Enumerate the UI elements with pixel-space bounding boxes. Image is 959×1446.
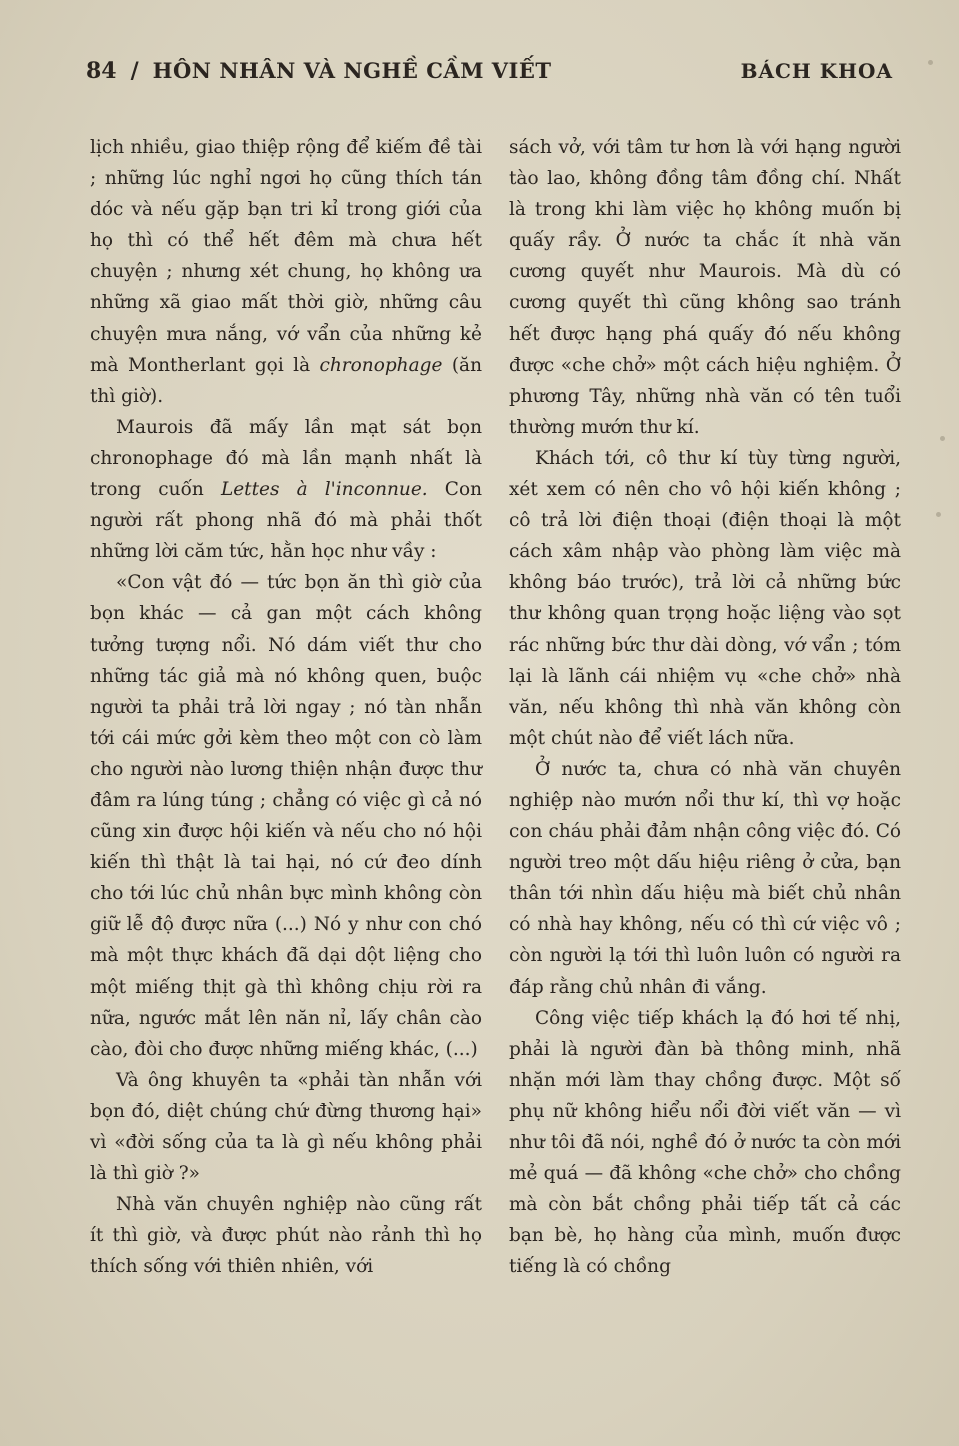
left-p1-end: (ăn thì giờ).	[90, 354, 483, 407]
left-p2-italic: Lettes à l'inconnue.	[220, 479, 428, 501]
speck-mark	[936, 512, 941, 517]
magazine-name: BÁCH KHOA	[740, 59, 893, 83]
running-title: HÔN NHÂN VÀ NGHỀ CẦM VIẾT	[152, 58, 552, 83]
page-number: 84	[86, 58, 117, 84]
right-paragraph-4: Công việc tiếp khách lạ đó hơi tế nhị, phải là người đàn bà thông minh, nhã nhặn mới làm thay chồng được. Một số phụ nữ không hiểu nổi đời viết văn — vì như tôi đã nói, nghề đó ở nước ta còn mới mẻ quá — đã không «che chở» cho chồng mà còn bắt chồng phải tiếp tất cả các bạn bè, họ hàng của mình, muốn được tiếng là có chồng	[509, 1007, 901, 1278]
left-p2-end: Con người rất phong nhã đó mà phải thốt những lời căm tức, hằn học như vầy :	[90, 479, 483, 563]
left-p1-italic: chronophage	[319, 354, 443, 376]
right-paragraph-3: Ở nước ta, chưa có nhà văn chuyên nghiệp nào mướn nổi thư kí, thì vợ hoặc con cháu phải đảm nhận công việc đó. Có người treo một dấu hiệu riêng ở cửa, bạn thân tới nhìn dấu hiệu mà biết chủ nhân có nhà hay không, nếu có thì cứ việc vô ; còn người lạ tới thì luôn luôn có người ra đáp rằng chủ nhân đi vắng.	[509, 758, 901, 998]
header-separator: /	[130, 58, 139, 84]
right-paragraph-1: sách vở, với tâm tư hơn là với hạng người tào lao, không đồng tâm đồng chí. Nhất là trong khi làm việc họ không muốn bị quấy rầy. Ở nước ta chắc ít nhà văn cương quyết như Maurois. Mà dù có cương quyết thì cũng không sao tránh hết được hạng phá quấy đó nếu không được «che chở» một cách hiệu nghiệm. Ở phương Tây, những nhà văn có tên tuổi thường mướn thư kí.	[509, 137, 901, 438]
right-paragraph-2: Khách tới, cô thư kí tùy từng người, xét xem có nên cho vô hội kiến không ; cô trả lời điện thoại (điện thoại là một cách xâm nhập vào phòng làm việc mà không báo trước), trả lời cả những bức thư không quan trọng hoặc liệng vào sọt rác những bức thư dài dòng, vớ vẩn ; tóm lại là lãnh cái nhiệm vụ «che chở» nhà văn, nếu không thì nhà văn không còn một chút nào để viết lách nữa.	[509, 447, 901, 749]
left-paragraph-4: Và ông khuyên ta «phải tàn nhẫn với bọn đó, diệt chúng chứ đừng thương hại» vì «đời sống của ta là gì nếu không phải là thì giờ ?»	[90, 1069, 482, 1185]
left-paragraph-2	[90, 412, 482, 567]
header-left	[86, 58, 552, 84]
page-header	[86, 58, 893, 98]
right-column	[509, 132, 901, 1282]
left-paragraph-5: Nhà văn chuyên nghiệp nào cũng rất ít thì giờ, và được phút nào rảnh thì họ thích sống với thiên nhiên, với	[90, 1194, 482, 1278]
speck-mark	[928, 60, 933, 65]
left-p2-text: Maurois đã mấy lần mạt sát bọn chronophage đó mà lần mạnh nhất là trong cuốn	[90, 416, 482, 501]
left-column	[90, 132, 482, 1282]
left-paragraph-1	[90, 132, 482, 412]
left-paragraph-3: «Con vật đó — tức bọn ăn thì giờ của bọn khác — cả gan một cách không tưởng tượng nổi. Nó dám viết thư cho những tác giả mà nó không quen, buộc người ta phải trả lời ngay ; nó tàn nhẫn tới cái mức gởi kèm theo một con cò làm cho người nào lương thiện nhận được thư đâm ra lúng túng ; chẳng có việc gì cả nó cũng xin được hội kiến và nếu cho nó hội kiến thì thật là tai hại, nó cứ đeo dính cho tới lúc chủ nhân bực mình không còn giữ lễ độ được nữa (...) Nó y như con chó mà một thực khách đã dại dột liệng cho một miếng thịt gà thì không chịu rời ra nữa, ngước mắt lên năn nỉ, lấy chân cào cào, đòi cho được những miếng khác, (...)	[90, 572, 482, 1060]
speck-mark	[940, 436, 945, 441]
left-p1-text: lịch nhiều, giao thiệp rộng để kiếm đề tài ; những lúc nghỉ ngơi họ cũng thích tán dóc và nếu gặp bạn tri kỉ trong giới của họ thì có thể hết đêm mà chưa hết chuyện ; nhưng xét chung, họ không ưa những xã giao mất thời giờ, những câu chuyện mưa nắng, vớ vẩn của những kẻ mà Montherlant gọi là	[90, 137, 482, 376]
